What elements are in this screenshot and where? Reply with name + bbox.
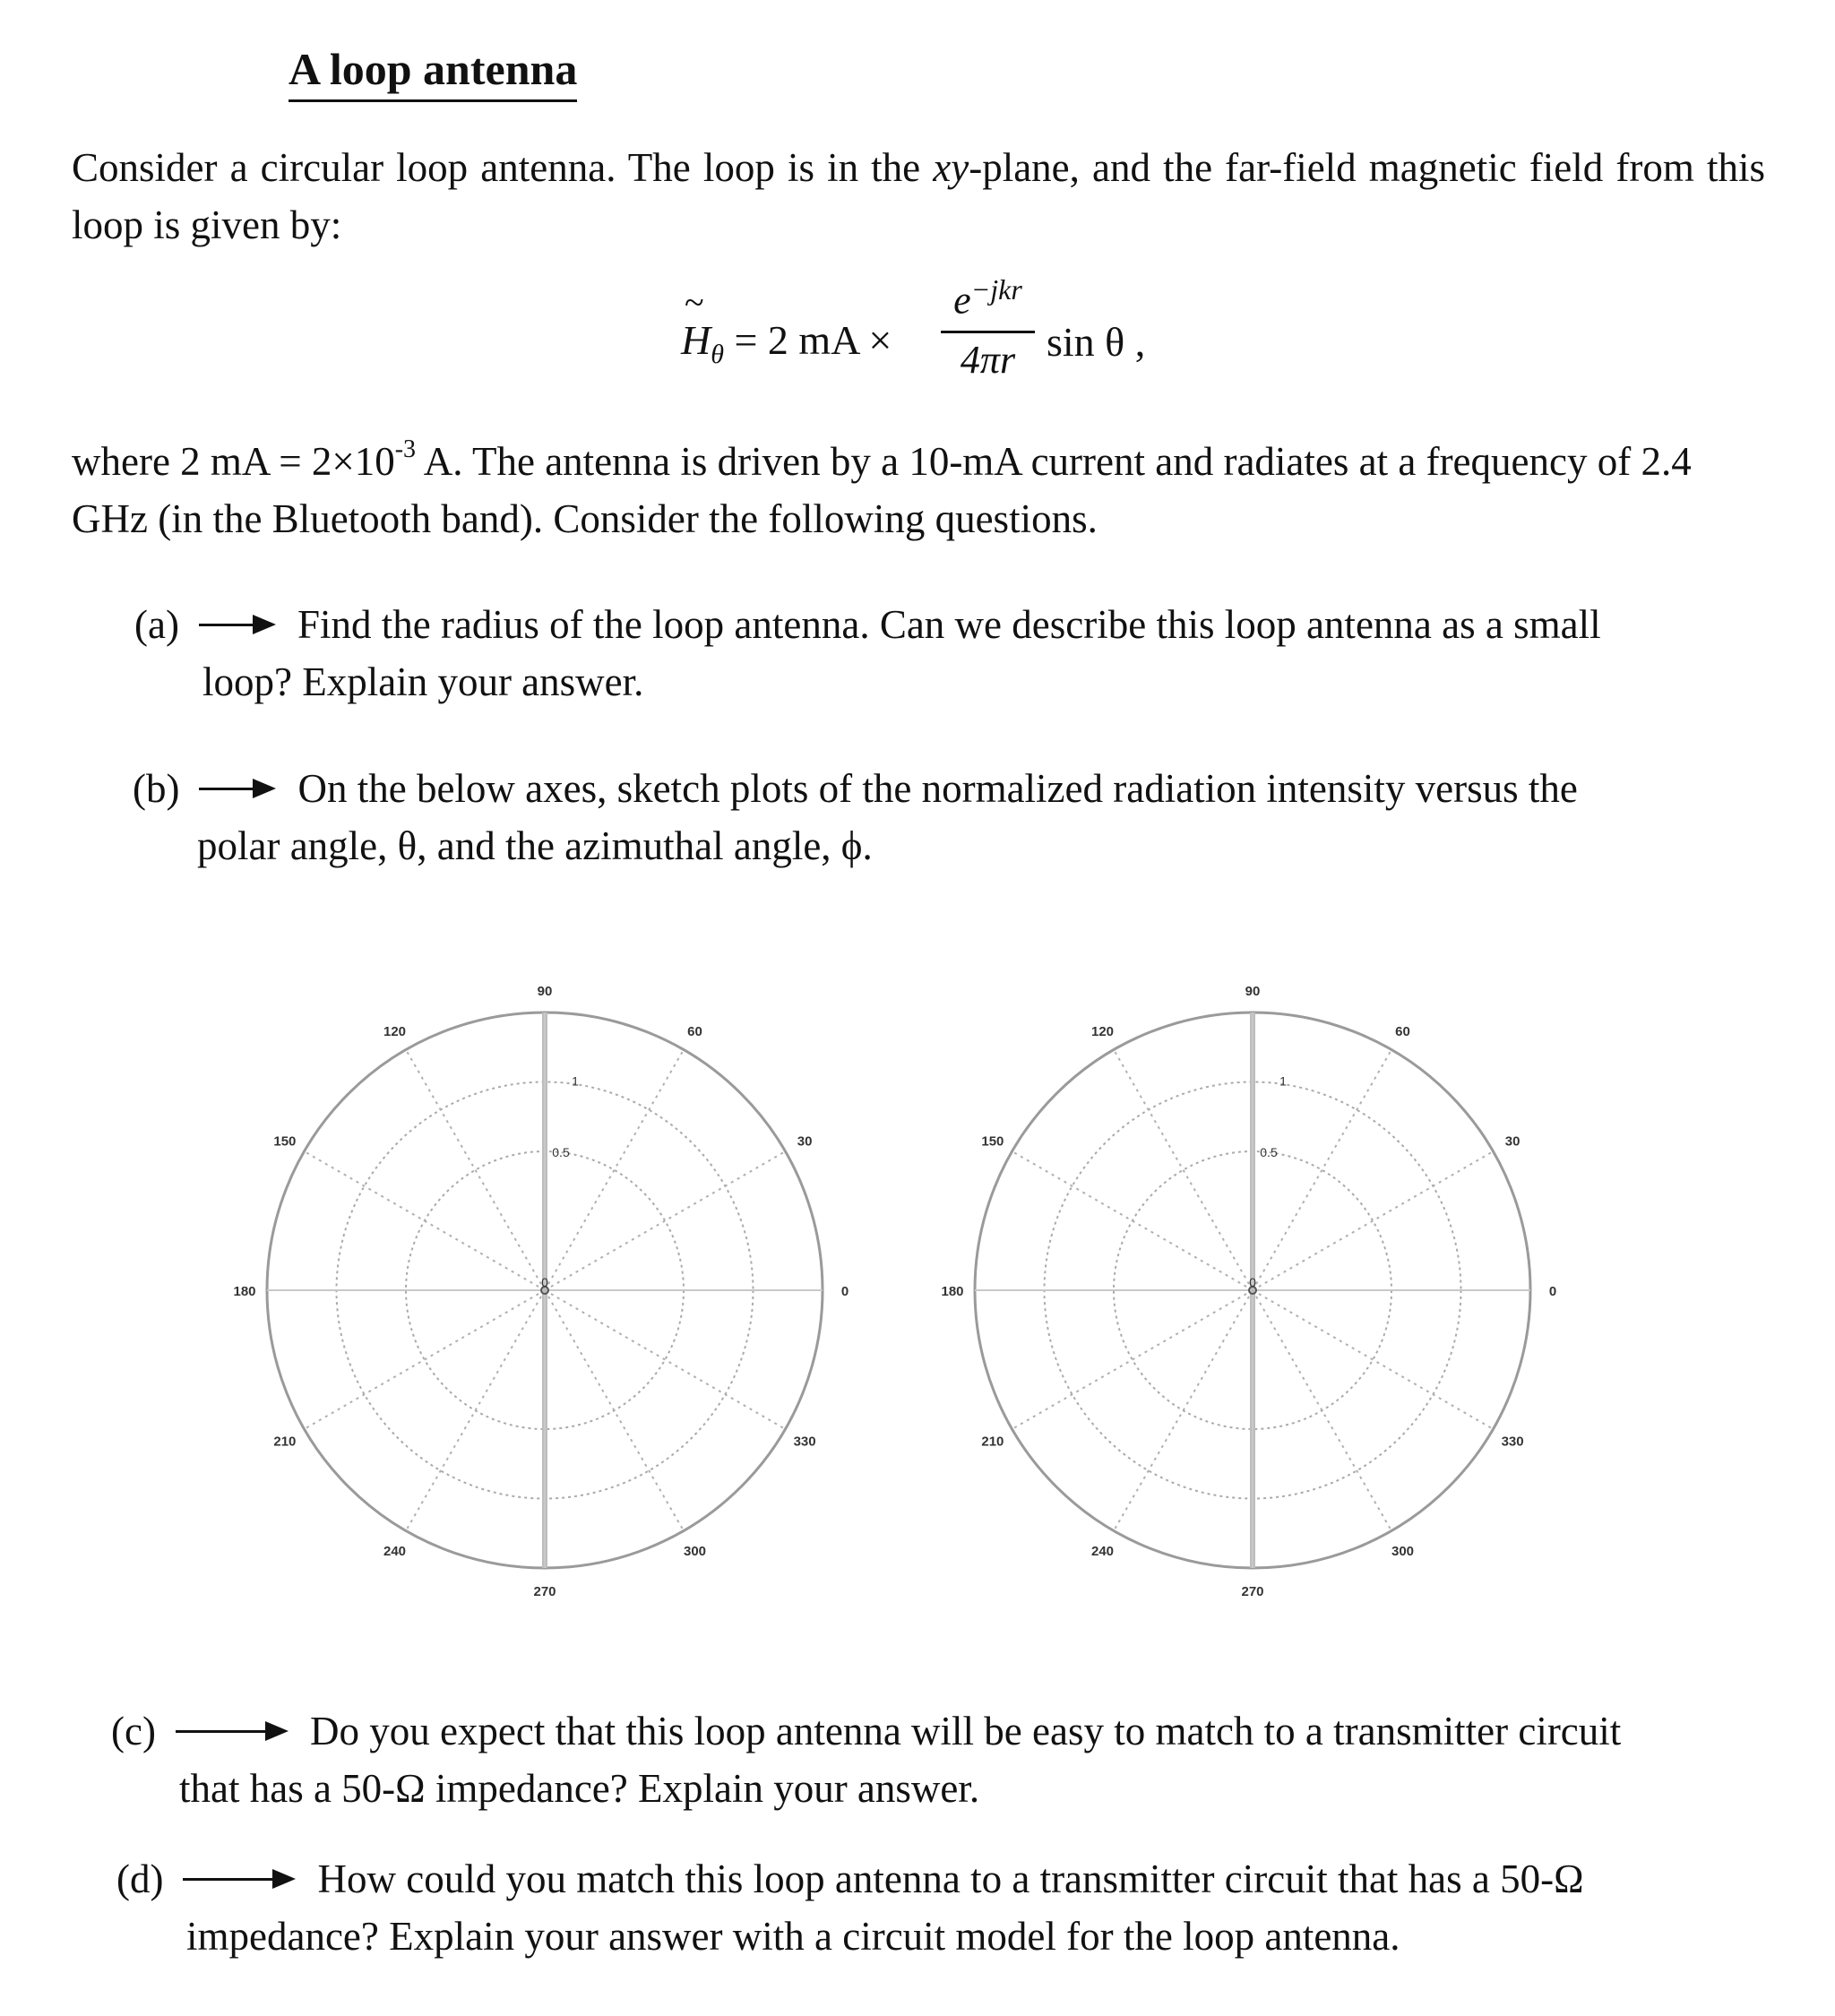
arrow-icon: [183, 1878, 290, 1881]
angle-tick-label: 270: [1241, 1584, 1264, 1599]
radial-tick-label: 0: [1249, 1275, 1256, 1289]
question-b-label: (b): [133, 766, 180, 811]
angle-tick-label: 300: [683, 1544, 707, 1560]
radial-spoke: [406, 1050, 545, 1290]
radial-spoke: [545, 1151, 785, 1290]
equation-lhs-rest: = 2 mA ×: [723, 317, 892, 363]
h-subscript: θ: [711, 340, 724, 370]
polar-axes-left: [233, 981, 849, 1608]
radial-spoke: [1114, 1290, 1253, 1530]
radial-tick-label: 0.5: [552, 1145, 570, 1159]
radial-spoke: [406, 1290, 545, 1530]
radial-spoke: [305, 1290, 545, 1429]
question-b-line2: polar angle, θ, and the azimuthal angle, ϕ.: [197, 823, 873, 868]
question-c-line1: Do you expect that this loop antenna will be easy to match to a transmitter circuit: [309, 1709, 1622, 1753]
radial-tick-label: 0: [541, 1275, 548, 1289]
intro-paragraph: [72, 139, 1765, 254]
arrow-icon: [199, 788, 271, 790]
fraction-bar: [941, 331, 1035, 333]
question-d-line1: How could you match this loop antenna to a transmitter circuit that has a 50-Ω: [317, 1857, 1584, 1901]
question-d-label: (d): [116, 1857, 164, 1901]
angle-tick-label: 270: [533, 1584, 556, 1599]
question-d-line2: impedance? Explain your answer with a circuit model for the loop antenna.: [186, 1914, 1400, 1959]
angle-tick-label: 90: [537, 984, 553, 999]
radial-spoke: [1012, 1151, 1253, 1290]
angle-tick-label: 180: [941, 1284, 964, 1299]
angle-tick-label: 150: [981, 1133, 1004, 1150]
question-a-line2: loop? Explain your answer.: [202, 659, 644, 704]
where-exponent: -3: [394, 435, 417, 463]
angle-tick-label: 0: [840, 1284, 849, 1299]
question-b-line1: On the below axes, sketch plots of the normalized radiation intensity versus the: [297, 766, 1578, 811]
question-b: [133, 760, 1763, 874]
angle-tick-label: 210: [273, 1434, 297, 1450]
angle-tick-label: 0: [1548, 1284, 1557, 1299]
intro-text-1: Consider a circular loop antenna. The loop is in the: [72, 145, 934, 190]
angle-tick-label: 30: [797, 1133, 813, 1150]
radial-tick-label: 1: [572, 1073, 579, 1089]
question-d: [116, 1850, 1765, 1965]
angle-tick-label: 120: [1090, 1023, 1115, 1039]
question-c-line2: that has a 50-Ω impedance? Explain your answer.: [179, 1766, 980, 1811]
radial-tick-label: 0.5: [1260, 1145, 1278, 1159]
angle-tick-label: 120: [383, 1023, 407, 1039]
arrow-icon: [176, 1730, 283, 1733]
angle-tick-label: 90: [1245, 984, 1261, 999]
numerator-exponent: −jkr: [970, 273, 1022, 306]
radial-tick-label: 1: [1279, 1073, 1287, 1089]
radial-spoke: [545, 1050, 684, 1290]
radial-spoke: [1253, 1151, 1493, 1290]
question-a-line1: Find the radius of the loop antenna. Can we describe this loop antenna as a small: [297, 602, 1601, 647]
equation-lhs: [681, 316, 892, 370]
numerator-base: e: [953, 278, 971, 323]
angle-tick-label: 210: [981, 1434, 1004, 1450]
page-title: A loop antenna: [289, 45, 577, 102]
equation-rhs: sin θ ,: [1047, 319, 1146, 365]
angle-tick-label: 300: [1391, 1544, 1415, 1560]
radial-spoke: [1253, 1290, 1391, 1530]
angle-tick-label: 240: [383, 1544, 407, 1560]
radial-spoke: [545, 1290, 785, 1429]
field-equation: [0, 273, 1835, 399]
radial-spoke: [1012, 1290, 1253, 1429]
polar-axes-right: [941, 981, 1557, 1608]
where-paragraph: [72, 421, 1765, 547]
plane-variable: xy: [933, 145, 969, 190]
fraction-denominator: 4πr: [960, 338, 1016, 382]
angle-tick-label: 60: [687, 1023, 702, 1039]
fraction-numerator: [941, 273, 1035, 327]
arrow-icon: [199, 624, 271, 626]
radial-spoke: [1253, 1290, 1493, 1429]
equation-fraction: [941, 273, 1035, 383]
intro-text-2: -plane, and the far-field magnetic field from this loop is given by:: [72, 145, 1765, 247]
where-text-2: A. The antenna is driven by a 10-mA current and radiates at a frequency of 2.4 GHz (in the Bluetooth band). Consider the following questions.: [72, 439, 1692, 541]
question-a-label: (a): [134, 602, 179, 647]
where-text-1: where 2 mA = 2×10: [72, 439, 395, 484]
question-c: [111, 1702, 1764, 1817]
radial-spoke: [1114, 1050, 1253, 1290]
angle-tick-label: 240: [1090, 1544, 1115, 1560]
angle-tick-label: 150: [273, 1133, 297, 1150]
angle-tick-label: 180: [233, 1284, 256, 1299]
angle-tick-label: 330: [793, 1434, 816, 1450]
question-c-label: (c): [111, 1709, 156, 1753]
radial-spoke: [545, 1290, 684, 1530]
angle-tick-label: 30: [1504, 1133, 1521, 1150]
radial-spoke: [1253, 1050, 1391, 1290]
h-symbol: ~ H: [681, 317, 711, 363]
angle-tick-label: 330: [1501, 1434, 1524, 1450]
question-a: [134, 596, 1761, 711]
angle-tick-label: 60: [1395, 1023, 1410, 1039]
